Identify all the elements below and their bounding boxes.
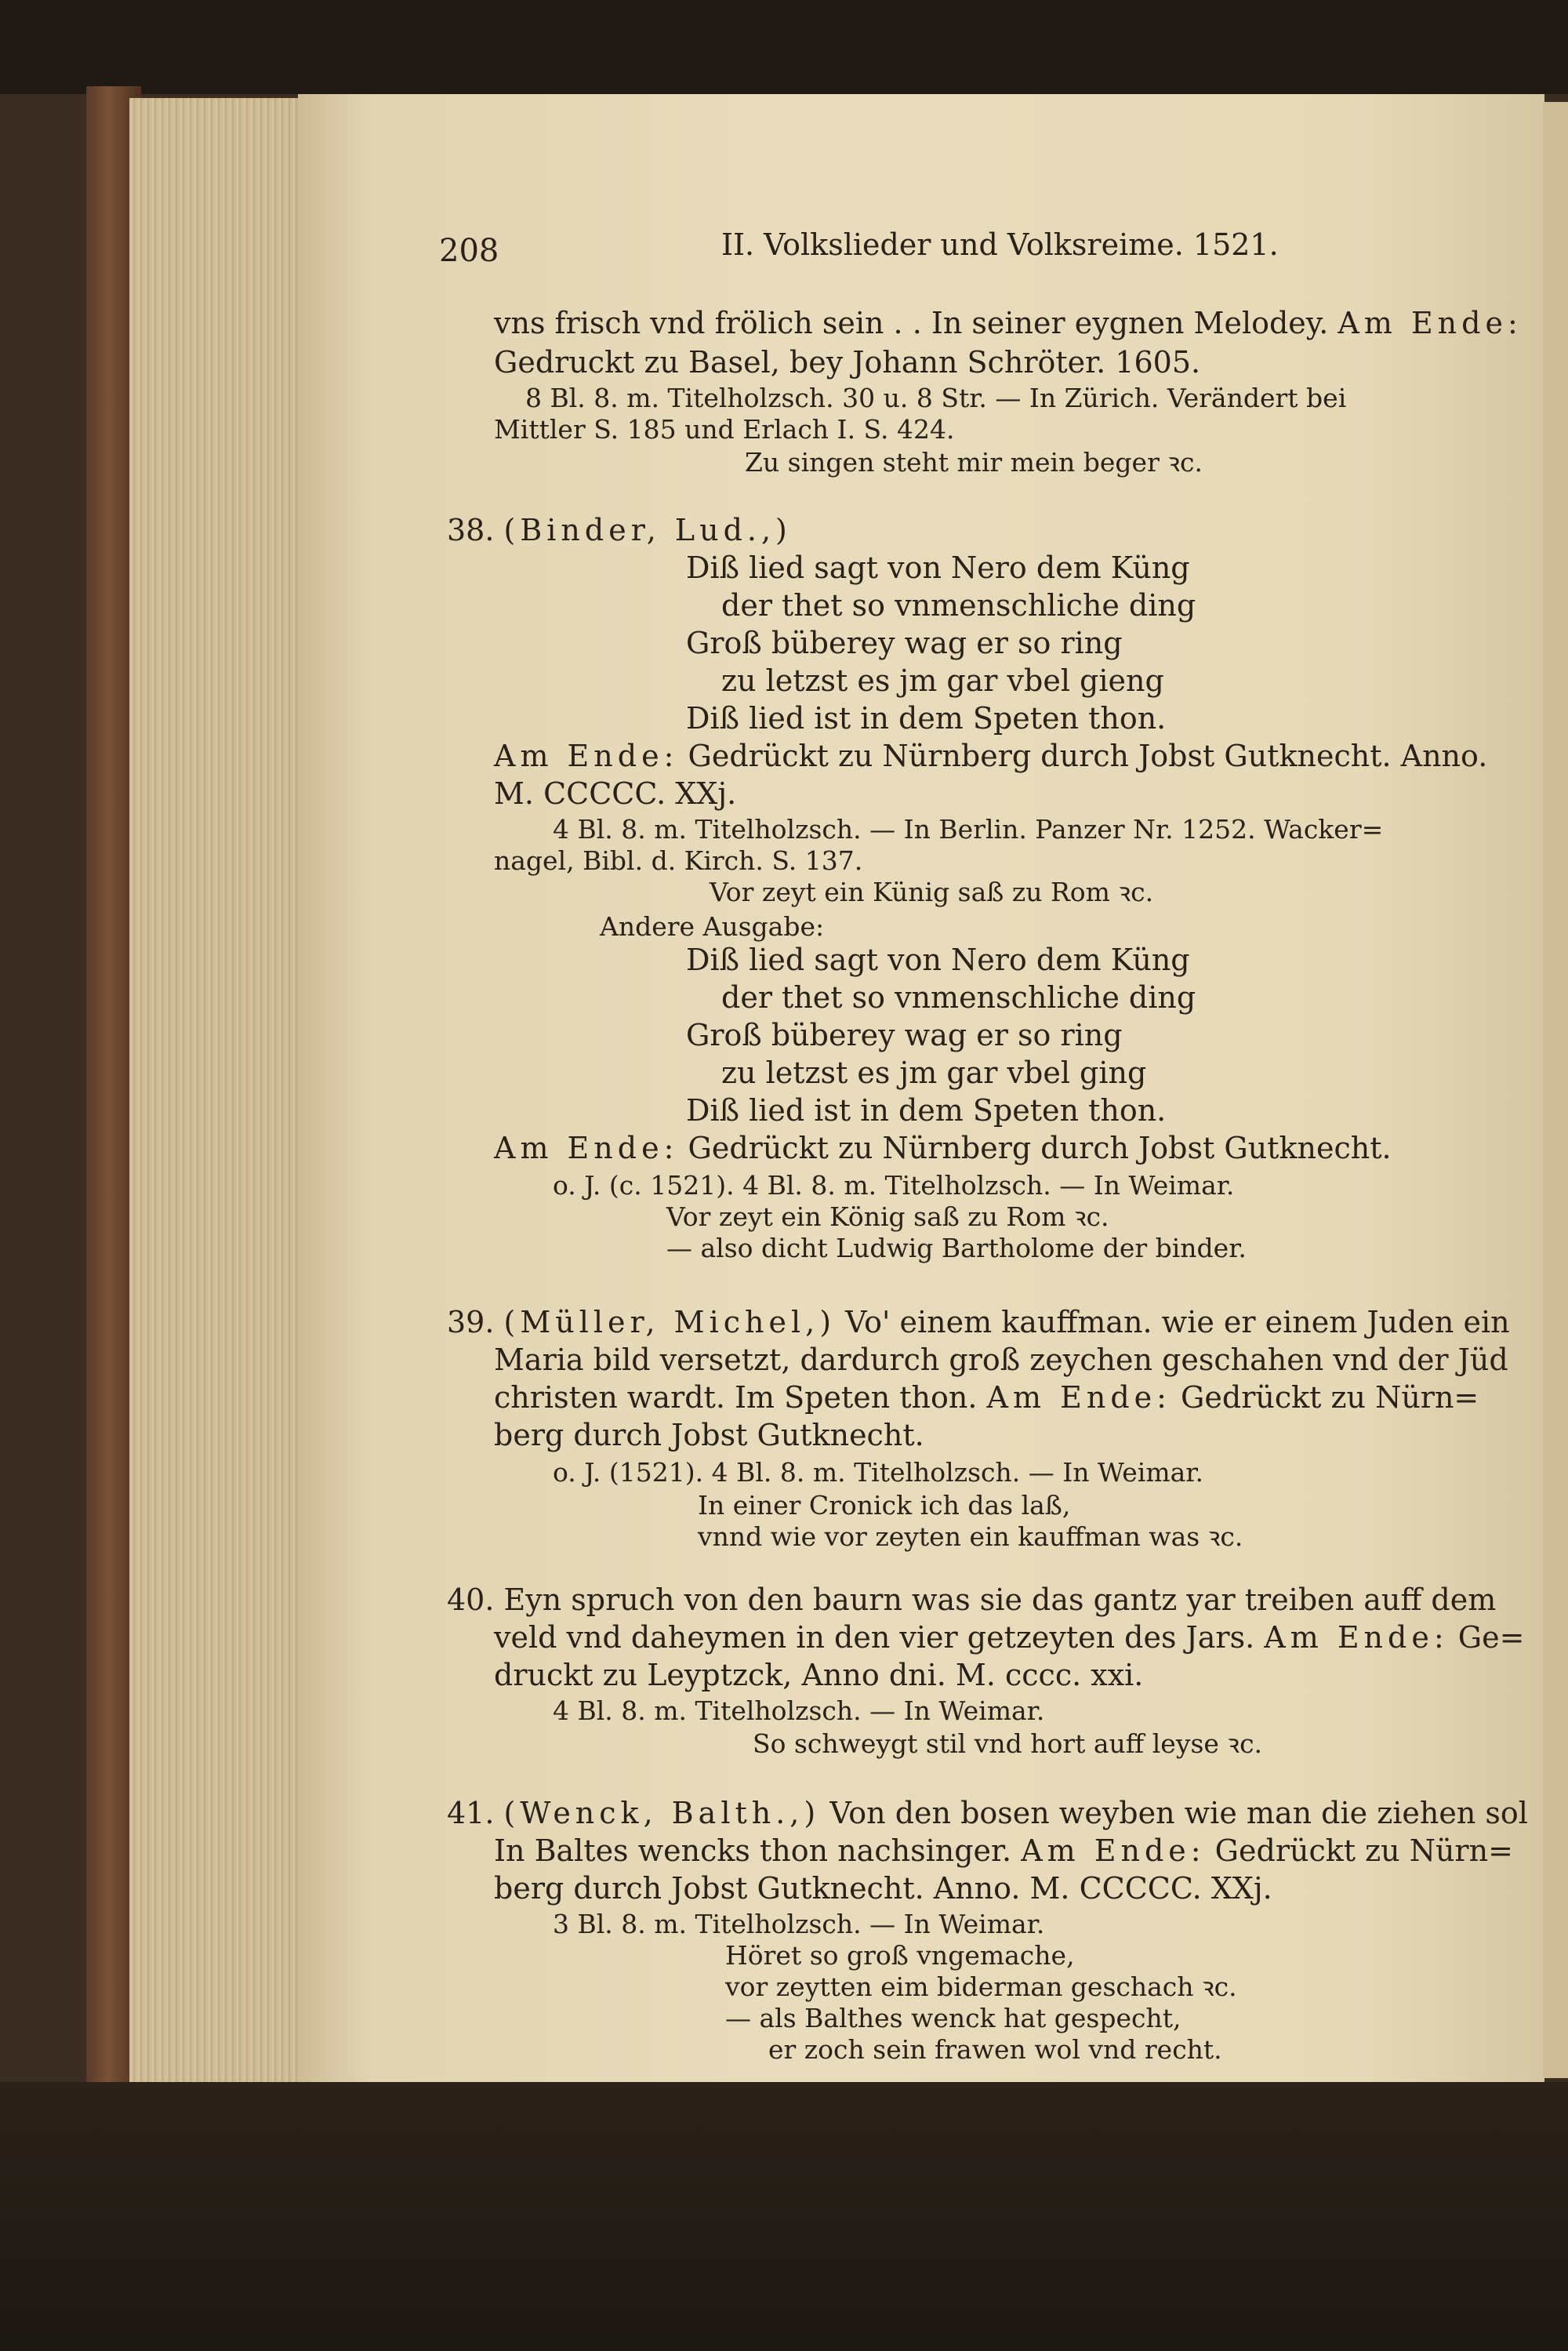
entry40-line1 — [447, 1582, 1496, 1617]
entry39-title-1: Vo' einem kauffman. wie er einem Juden ein — [845, 1305, 1510, 1339]
entry41-verse-2: vor zeytten eim biderman geschach ꝛc. — [725, 1971, 1237, 2002]
entry39-line2: Maria bild versetzt, dardurch groß zeychen geschahen vnd der Jüd — [494, 1343, 1508, 1377]
entry38-verse-4: zu letzst es jm gar vbel gieng — [721, 663, 1164, 698]
entry37-line2: Gedruckt zu Basel, bey Johann Schröter. 1605. — [494, 345, 1201, 380]
entry41-verse-4: er zoch sein frawen wol vnd recht. — [768, 2034, 1222, 2065]
entry41-line1 — [447, 1796, 1528, 1830]
entry38-colophon-line — [494, 739, 1487, 773]
entry38-biblio-3: o. J. (c. 1521). 4 Bl. 8. m. Titelholzsch. — In Weimar. — [553, 1170, 1235, 1201]
entry38-am-ende-2: Am Ende: — [494, 1131, 679, 1165]
entry39-line3 — [494, 1380, 1479, 1415]
entry38-incipit: Vor zeyt ein Künig saß zu Rom ꝛc. — [710, 877, 1154, 907]
entry40-line2 — [494, 1620, 1524, 1655]
entry38-closing: — also dicht Ludwig Bartholome der binder. — [666, 1233, 1247, 1263]
entry37-biblio-2: Mittler S. 185 und Erlach I. S. 424. — [494, 414, 955, 445]
entry37-line1 — [494, 306, 1523, 340]
entry38-incipit-2: Vor zeyt ein König saß zu Rom ꝛc. — [666, 1201, 1109, 1232]
entry40-line3: druckt zu Leyptzck, Anno dni. M. cccc. xxi. — [494, 1658, 1144, 1692]
entry38-biblio-2: nagel, Bibl. d. Kirch. S. 137. — [494, 845, 863, 876]
entry41-verse-3: — als Balthes wenck hat gespecht, — [725, 2003, 1181, 2033]
running-title: II. Volkslieder und Volksreime. 1521. — [721, 227, 1279, 262]
entry39-colophon: Gedrückt zu Nürn= — [1181, 1380, 1479, 1415]
page-stack-edge — [129, 98, 310, 2082]
entry38-verse2-5: Diß lied ist in dem Speten thon. — [686, 1093, 1167, 1128]
entry38-am-ende: Am Ende: — [494, 739, 679, 773]
entry38-colophon-1: Gedrückt zu Nürnberg durch Jobst Gutknecht. Anno. — [688, 739, 1488, 773]
entry39-incipit-2: vnnd wie vor zeyten ein kauffman was ꝛc. — [698, 1521, 1243, 1552]
background-bottom — [0, 2082, 1568, 2351]
entry38-verse2-2: der thet so vnmenschliche ding — [721, 980, 1196, 1015]
entry39-author: (Müller, Michel,) — [503, 1305, 837, 1339]
entry39-line4: berg durch Jobst Gutknecht. — [494, 1418, 924, 1452]
entry41-verse-1: Höret so groß vngemache, — [725, 1940, 1075, 1971]
background-top — [0, 0, 1568, 94]
entry39-line1 — [447, 1305, 1510, 1339]
entry40-incipit: So schweygt stil vnd hort auff leyse ꝛc. — [753, 1728, 1263, 1759]
entry41-biblio: 3 Bl. 8. m. Titelholzsch. — In Weimar. — [553, 1909, 1045, 1939]
entry37-biblio-1: 8 Bl. 8. m. Titelholzsch. 30 u. 8 Str. — In Zürich. Verändert bei — [525, 383, 1347, 413]
entry38-colophon-line-2 — [494, 1131, 1392, 1165]
entry39-biblio: o. J. (1521). 4 Bl. 8. m. Titelholzsch. — In Weimar. — [553, 1457, 1203, 1488]
entry40-colophon-a: Ge= — [1457, 1620, 1525, 1655]
entry41-number: 41. — [447, 1796, 495, 1830]
entry41-title-2: In Baltes wencks thon nachsinger. — [494, 1833, 1012, 1868]
entry37-am-ende: Am Ende: — [1338, 306, 1523, 340]
entry38-andere-ausgabe: Andere Ausgabe: — [600, 911, 825, 942]
entry40-am-ende: Am Ende: — [1264, 1620, 1449, 1655]
entry38-verse-3: Groß büberey wag er so ring — [686, 626, 1123, 660]
entry41-line3: berg durch Jobst Gutknecht. Anno. M. CCCCC. XXj. — [494, 1871, 1272, 1906]
entry38-verse-1: Diß lied sagt von Nero dem Küng — [686, 551, 1190, 585]
entry39-am-ende: Am Ende: — [986, 1380, 1171, 1415]
entry41-am-ende: Am Ende: — [1021, 1833, 1206, 1868]
entry41-line2 — [494, 1833, 1513, 1868]
entry37-incipit: Zu singen steht mir mein beger ꝛc. — [745, 447, 1203, 478]
entry38-verse2-4: zu letzst es jm gar vbel ging — [721, 1056, 1147, 1090]
entry39-number: 39. — [447, 1305, 495, 1339]
entry38-colophon-2: M. CCCCC. XXj. — [494, 776, 737, 811]
entry38-verse-2: der thet so vnmenschliche ding — [721, 588, 1196, 623]
entry39-incipit-1: In einer Cronick ich das laß, — [698, 1490, 1071, 1521]
entry41-colophon-a: Gedrückt zu Nürn= — [1214, 1833, 1513, 1868]
entry38-author: (Binder, Lud.,) — [503, 513, 792, 547]
page-number: 208 — [439, 233, 499, 269]
entry38-verse2-1: Diß lied sagt von Nero dem Küng — [686, 943, 1190, 977]
facing-page-edge — [1543, 102, 1568, 2078]
entry38-verse2-3: Groß büberey wag er so ring — [686, 1018, 1123, 1052]
entry38-number: 38. — [447, 513, 495, 547]
entry41-author: (Wenck, Balth.,) — [503, 1796, 821, 1830]
entry40-number: 40. — [447, 1582, 495, 1617]
entry37-text: vns frisch vnd frölich sein . . In seiner eygnen Melodey. — [494, 306, 1329, 340]
entry40-title-1: Eyn spruch von den baurn was sie das gantz yar treiben auff dem — [503, 1582, 1497, 1617]
entry38-heading — [447, 513, 792, 547]
entry40-biblio: 4 Bl. 8. m. Titelholzsch. — In Weimar. — [553, 1695, 1045, 1726]
entry41-title-1: Von den bosen weyben wie man die ziehen sol — [829, 1796, 1528, 1830]
entry38-biblio-1: 4 Bl. 8. m. Titelholzsch. — In Berlin. Panzer Nr. 1252. Wacker= — [553, 814, 1384, 845]
entry38-colophon-3: Gedrückt zu Nürnberg durch Jobst Gutknecht. — [688, 1131, 1392, 1165]
entry39-title-3: christen wardt. Im Speten thon. — [494, 1380, 978, 1415]
entry38-verse-5: Diß lied ist in dem Speten thon. — [686, 701, 1167, 736]
entry40-title-2: veld vnd daheymen in den vier getzeyten des Jars. — [494, 1620, 1255, 1655]
